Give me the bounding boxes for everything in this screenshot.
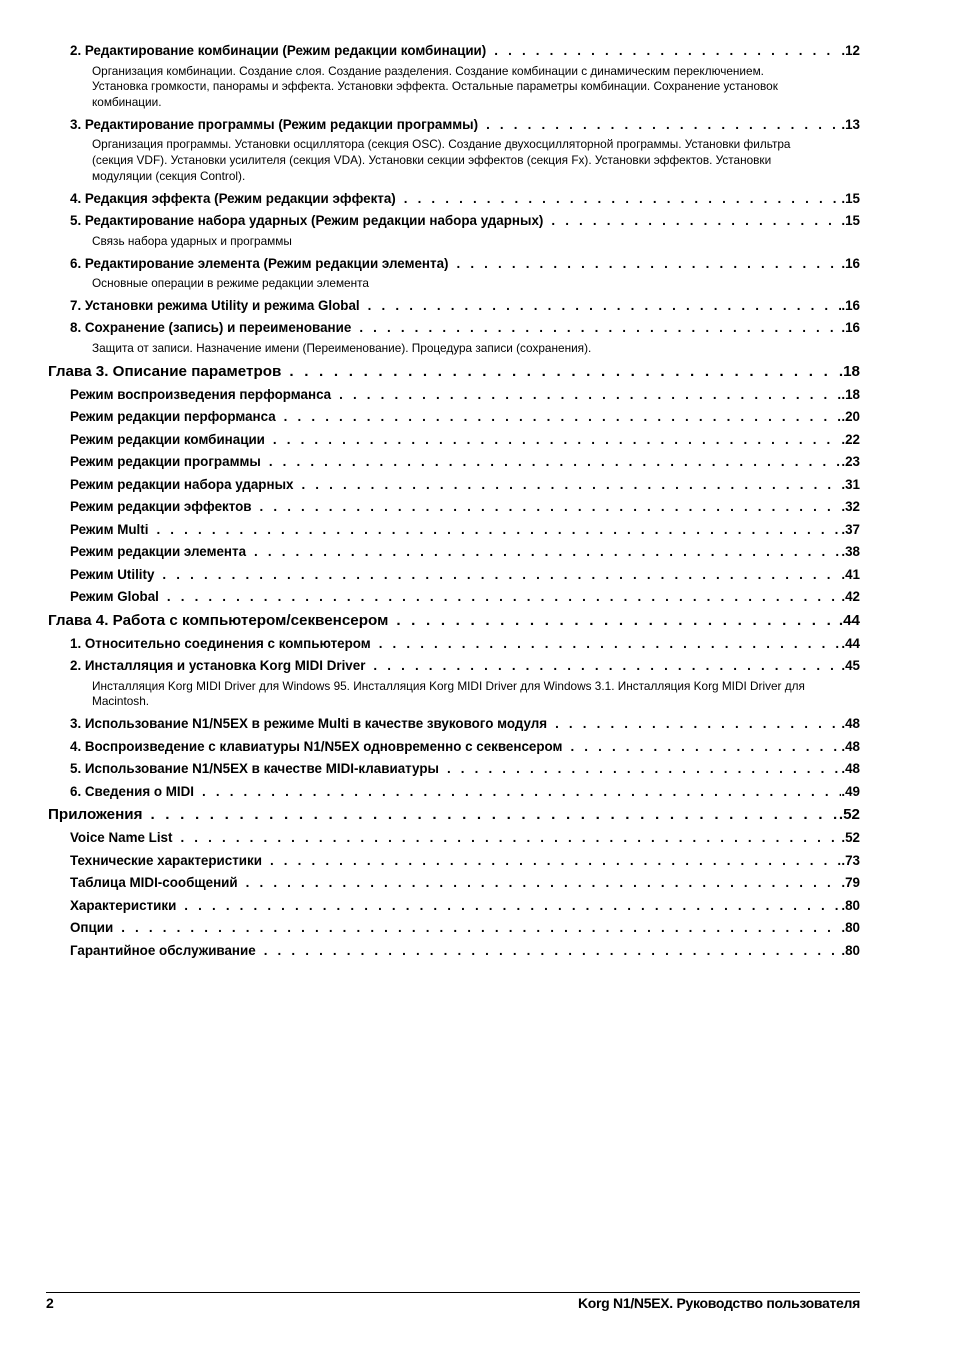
- table-of-contents: [48, 40, 860, 962]
- toc-page-number: .23: [841, 454, 860, 470]
- toc-section-entry[interactable]: [48, 295, 860, 318]
- toc-page-number: .48: [841, 716, 860, 732]
- toc-entry-title: Режим редакции программы: [70, 454, 261, 470]
- dot-leader: [273, 429, 841, 452]
- toc-page-number: .52: [841, 830, 860, 846]
- toc-entry-description: Основные операции в режиме редакции элемента: [92, 276, 369, 291]
- dot-leader: [396, 609, 839, 633]
- toc-entry-title: Технические характеристики: [70, 852, 262, 868]
- toc-page-number: .31: [841, 476, 860, 492]
- toc-page-number: .41: [841, 566, 860, 582]
- toc-page-number: .45: [841, 658, 860, 674]
- dot-leader: [184, 895, 841, 918]
- toc-entry-title: Глава 4. Работа с компьютером/секвенсером: [48, 611, 389, 629]
- toc-entry-title: Приложения: [48, 806, 143, 824]
- toc-chapter-entry[interactable]: [48, 803, 860, 827]
- toc-entry-title: Voice Name List: [70, 830, 173, 846]
- running-title: Korg N1/N5EX. Руководство пользователя: [577, 1295, 860, 1311]
- toc-section-entry[interactable]: [48, 655, 860, 678]
- toc-entry-title: Режим Multi: [70, 521, 149, 537]
- toc-section-entry[interactable]: [48, 210, 860, 233]
- toc-entry-title: 5. Редактирование набора ударных (Режим редакции набора ударных): [70, 213, 544, 229]
- dot-leader: [555, 713, 841, 736]
- dot-leader: [379, 633, 842, 656]
- dot-leader: [162, 564, 841, 587]
- toc-section-entry[interactable]: [48, 496, 860, 519]
- dot-leader: [270, 850, 841, 873]
- toc-entry-title: 1. Относительно соединения с компьютером: [70, 635, 371, 651]
- toc-page-number: .49: [841, 783, 860, 799]
- toc-section-entry[interactable]: [48, 317, 860, 340]
- dot-leader: [457, 253, 842, 276]
- toc-chapter-entry[interactable]: [48, 609, 860, 633]
- dot-leader: [551, 210, 841, 233]
- toc-entry-title: 4. Редакция эффекта (Режим редакции эффекта): [70, 190, 396, 206]
- toc-page-number: .44: [841, 635, 860, 651]
- dot-leader: [494, 40, 841, 63]
- toc-entry-title: Режим редакции перформанса: [70, 409, 276, 425]
- toc-page-number: .18: [838, 362, 860, 380]
- toc-entry-title: 6. Сведения о MIDI: [70, 783, 195, 799]
- toc-entry-description: Организация программы. Установки осциллятора (секция OSC). Создание двухосцилляторной программы. Установки фильтра (секция VDF). Установки усилителя (секция VDA). Установки секции эффектов (секция Fx). Установки эффектов. Установки модуляции (секция Control).: [92, 137, 791, 183]
- page-number: 2: [46, 1295, 54, 1311]
- toc-entry-title: 3. Использование N1/N5EX в режиме Multi в качестве звукового модуля: [70, 716, 548, 732]
- toc-page-number: .48: [841, 761, 860, 777]
- toc-entry-title: Таблица MIDI-сообщений: [70, 875, 238, 891]
- toc-entry-title: 3. Редактирование программы (Режим редакции программы): [70, 116, 479, 132]
- toc-entry-title: Режим редакции набора ударных: [70, 476, 294, 492]
- toc-entry-title: Опции: [70, 920, 114, 936]
- toc-page-number: .13: [841, 116, 860, 132]
- toc-entry-title: Характеристики: [70, 897, 177, 913]
- dot-leader: [264, 940, 842, 963]
- toc-section-entry[interactable]: [48, 633, 860, 656]
- toc-page-number: .79: [841, 875, 860, 891]
- toc-entry-title: Режим Global: [70, 589, 159, 605]
- toc-section-entry[interactable]: [48, 736, 860, 759]
- toc-section-entry[interactable]: [48, 188, 860, 211]
- toc-section-entry[interactable]: [48, 114, 860, 137]
- toc-section-entry[interactable]: [48, 541, 860, 564]
- toc-section-entry[interactable]: [48, 895, 860, 918]
- dot-leader: [167, 586, 841, 609]
- dot-leader: [156, 519, 841, 542]
- toc-entry-title: 4. Воспроизведение с клавиатуры N1/N5EX одновременно с секвенсером: [70, 738, 563, 754]
- toc-section-entry[interactable]: [48, 253, 860, 276]
- dot-leader: [447, 758, 841, 781]
- dot-leader: [269, 451, 842, 474]
- toc-entry-title: Режим Utility: [70, 566, 155, 582]
- toc-page-number: .52: [838, 806, 860, 824]
- dot-leader: [368, 295, 842, 318]
- dot-leader: [180, 827, 841, 850]
- toc-page-number: .80: [841, 920, 860, 936]
- toc-page-number: .22: [841, 431, 860, 447]
- toc-page-number: .44: [838, 611, 860, 629]
- toc-page-number: .16: [841, 320, 860, 336]
- toc-section-entry[interactable]: [48, 564, 860, 587]
- toc-entry-title: Режим редакции эффектов: [70, 499, 252, 515]
- toc-section-entry[interactable]: [48, 40, 860, 63]
- footer-rule: [46, 1292, 860, 1293]
- toc-chapter-entry[interactable]: [48, 360, 860, 384]
- toc-section-entry[interactable]: [48, 406, 860, 429]
- toc-section-entry[interactable]: [48, 758, 860, 781]
- toc-page-number: .16: [841, 255, 860, 271]
- toc-section-entry[interactable]: [48, 384, 860, 407]
- dot-leader: [254, 541, 841, 564]
- toc-section-entry[interactable]: [48, 940, 860, 963]
- toc-page-number: .20: [841, 409, 860, 425]
- toc-section-entry[interactable]: [48, 451, 860, 474]
- toc-entry-title: Глава 3. Описание параметров: [48, 362, 282, 380]
- toc-entry-description: Защита от записи. Назначение имени (Переименование). Процедура записи (сохранения).: [92, 340, 592, 355]
- toc-page-number: .48: [841, 738, 860, 754]
- toc-section-entry[interactable]: [48, 827, 860, 850]
- toc-entry-description: Организация комбинации. Создание слоя. Создание разделения. Создание комбинации с динамическим переключением. Установка громкости, панорамы и эффекта. Установки эффекта. Остальные параметры комбинации. Сохранение установок комбинации.: [92, 63, 778, 110]
- toc-section-entry[interactable]: [48, 474, 860, 497]
- toc-section-entry[interactable]: [48, 429, 860, 452]
- toc-section-entry[interactable]: [48, 872, 860, 895]
- toc-entry-title: Режим редакции комбинации: [70, 431, 265, 447]
- dot-leader: [289, 360, 839, 384]
- toc-page-number: .37: [841, 521, 860, 537]
- dot-leader: [570, 736, 841, 759]
- toc-entry-title: 8. Сохранение (запись) и переименование: [70, 320, 352, 336]
- dot-leader: [150, 803, 838, 827]
- toc-section-entry[interactable]: [48, 519, 860, 542]
- dot-leader: [284, 406, 842, 429]
- toc-entry-title: 2. Инсталляция и установка Korg MIDI Driver: [70, 658, 366, 674]
- toc-entry-description: Инсталляция Korg MIDI Driver для Windows 95. Инсталляция Korg MIDI Driver для Windows 3.1. Инсталляция Korg MIDI Driver для Macintosh.: [92, 678, 805, 709]
- toc-entry-title: Режим редакции элемента: [70, 544, 247, 560]
- toc-page-number: .32: [841, 499, 860, 515]
- toc-entry-description: Связь набора ударных и программы: [92, 233, 292, 248]
- toc-page-number: .42: [841, 589, 860, 605]
- toc-section-entry[interactable]: [48, 917, 860, 940]
- dot-leader: [246, 872, 842, 895]
- toc-page-number: .12: [841, 43, 860, 58]
- dot-leader: [486, 114, 841, 137]
- toc-entry-title: 6. Редактирование элемента (Режим редакции элемента): [70, 255, 449, 271]
- toc-section-entry[interactable]: [48, 781, 860, 804]
- dot-leader: [260, 496, 842, 519]
- toc-section-entry[interactable]: [48, 586, 860, 609]
- toc-page-number: .80: [841, 942, 860, 958]
- toc-page-number: .38: [841, 544, 860, 560]
- dot-leader: [301, 474, 841, 497]
- toc-page-number: .16: [841, 297, 860, 313]
- toc-entry-title: Режим воспроизведения перформанса: [70, 386, 332, 402]
- toc-page-number: .18: [841, 386, 860, 402]
- toc-section-entry[interactable]: [48, 850, 860, 873]
- dot-leader: [404, 188, 842, 211]
- dot-leader: [373, 655, 841, 678]
- toc-entry-title: 2. Редактирование комбинации (Режим редакции комбинации): [70, 43, 487, 58]
- toc-page-number: .15: [841, 190, 860, 206]
- dot-leader: [121, 917, 841, 940]
- toc-entry-title: Гарантийное обслуживание: [70, 942, 256, 958]
- toc-section-entry[interactable]: [48, 713, 860, 736]
- dot-leader: [359, 317, 841, 340]
- toc-page-number: .73: [841, 852, 860, 868]
- toc-page-number: .15: [841, 213, 860, 229]
- dot-leader: [339, 384, 841, 407]
- dot-leader: [202, 781, 841, 804]
- toc-page-number: .80: [841, 897, 860, 913]
- toc-entry-title: 7. Установки режима Utility и режима Global: [70, 297, 360, 313]
- toc-entry-title: 5. Использование N1/N5EX в качестве MIDI-клавиатуры: [70, 761, 439, 777]
